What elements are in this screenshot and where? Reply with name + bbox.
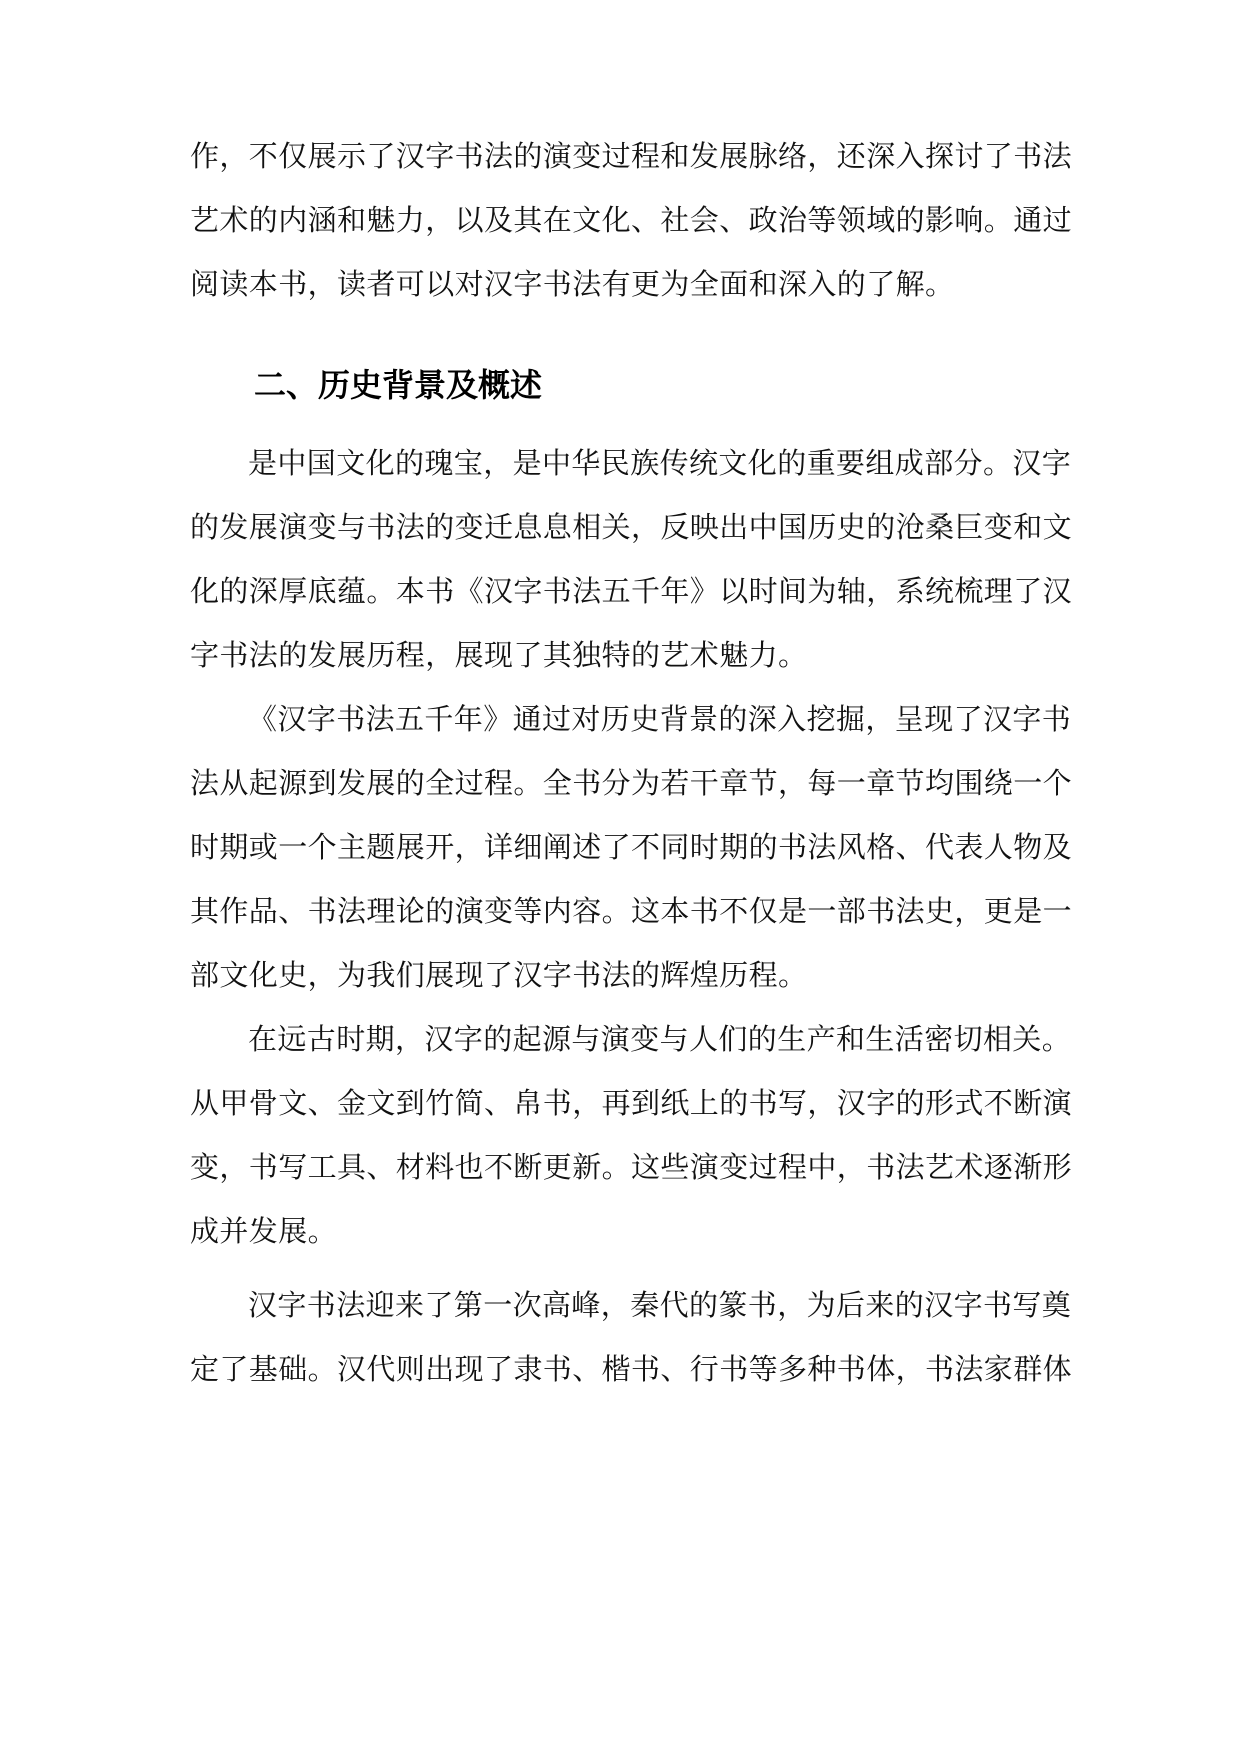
text-line: 其作品、书法理论的演变等内容。这本书不仅是一部书法史，更是一 [190, 894, 1073, 928]
section-heading: 二、历史背景及概述 [254, 366, 543, 404]
text-line: 阅读本书，读者可以对汉字书法有更为全面和深入的了解。 [190, 267, 955, 301]
text-line: 从甲骨文、金文到竹简、帛书，再到纸上的书写，汉字的形式不断演 [190, 1086, 1073, 1120]
text-line: 部文化史，为我们展现了汉字书法的辉煌历程。 [190, 958, 808, 992]
text-line: 汉字书法迎来了第一次高峰，秦代的篆书，为后来的汉字书写奠 [248, 1288, 1072, 1322]
text-line: 字书法的发展历程，展现了其独特的艺术魅力。 [190, 638, 808, 672]
text-line: 在远古时期，汉字的起源与演变与人们的生产和生活密切相关。 [248, 1022, 1072, 1056]
text-line: 时期或一个主题展开，详细阐述了不同时期的书法风格、代表人物及 [190, 830, 1073, 864]
text-line: 艺术的内涵和魅力，以及其在文化、社会、政治等领域的影响。通过 [190, 203, 1073, 237]
text-line: 定了基础。汉代则出现了隶书、楷书、行书等多种书体，书法家群体 [190, 1352, 1073, 1386]
text-line: 成并发展。 [190, 1214, 338, 1248]
text-line: 是中国文化的瑰宝，是中华民族传统文化的重要组成部分。汉字 [248, 446, 1072, 480]
text-line: 变，书写工具、材料也不断更新。这些演变过程中，书法艺术逐渐形 [190, 1150, 1073, 1184]
text-line: 作，不仅展示了汉字书法的演变过程和发展脉络，还深入探讨了书法 [190, 139, 1073, 173]
text-line: 《汉字书法五千年》通过对历史背景的深入挖掘，呈现了汉字书 [248, 702, 1072, 736]
text-line: 的发展演变与书法的变迁息息相关，反映出中国历史的沧桑巨变和文 [190, 510, 1073, 544]
text-line: 法从起源到发展的全过程。全书分为若干章节，每一章节均围绕一个 [190, 766, 1073, 800]
text-line: 化的深厚底蕴。本书《汉字书法五千年》以时间为轴，系统梳理了汉 [190, 574, 1073, 608]
